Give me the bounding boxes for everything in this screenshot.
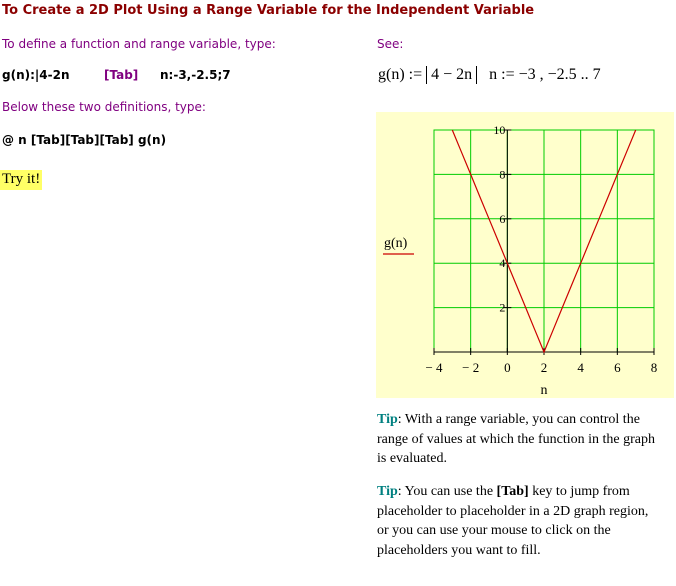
formula-lhs: g(n) [378,66,405,83]
y-tick-label: 2 [499,300,506,315]
tip-range-variable [377,410,657,469]
x-tick-label: 2 [540,360,548,375]
formula-assign-2: := [501,66,515,83]
see-label: See: [377,37,404,51]
abs-value-expression [426,66,477,84]
y-tick-label: 4 [499,256,506,271]
x-axis-label: n [540,383,548,398]
tip-tab-key [377,482,657,560]
formula-region[interactable] [378,66,601,84]
x-tick-label: 0 [504,360,511,375]
y-tick-label: 8 [499,167,506,182]
tip-text-before: : You can use the [397,484,497,499]
x-tick-label: 6 [614,360,621,375]
formula-assign: := [408,66,423,83]
formula-range-def: −3 , −2.5 .. 7 [518,66,601,83]
tip-text: : With a range variable, you can control the range of values at which the function in the graph is evaluated. [377,412,655,466]
x-tick-label: − 4 [425,360,443,375]
y-tick-label: 6 [499,211,506,226]
function-command-text: g(n):|4-2n [2,68,70,82]
formula-expr: 4 − 2n [431,66,473,83]
x-tick-label: 8 [650,360,658,375]
instruction-below-text: Below these two definitions, type: [2,100,206,114]
tip-lead: Tip [377,412,398,427]
instruction-define-text: To define a function and range variable, type: [2,37,276,51]
plot-command-text: @ n [Tab][Tab][Tab] g(n) [2,133,167,147]
page-title: To Create a 2D Plot Using a Range Variable for the Independent Variable [2,3,535,18]
x-tick-label: − 2 [462,360,480,375]
y-tick-label: 10 [493,123,506,137]
try-it-highlight: Try it! [0,170,42,190]
y-axis-label: g(n) [384,236,408,251]
x-tick-label: 4 [577,360,584,375]
plot-region[interactable] [376,112,674,398]
plot-svg [376,112,674,398]
tip-lead: Tip [377,484,398,499]
tab-key-text: [Tab] [104,68,139,82]
formula-range-var: n [489,66,498,83]
range-command-text: n:-3,-2.5;7 [160,68,231,82]
tip-text-after: key to jump from placeholder to placeholder in a 2D graph region, or you can use your mouse to click on the placeholders you want to fill. [377,484,649,558]
tip-tab-key-text: [Tab] [496,484,529,499]
